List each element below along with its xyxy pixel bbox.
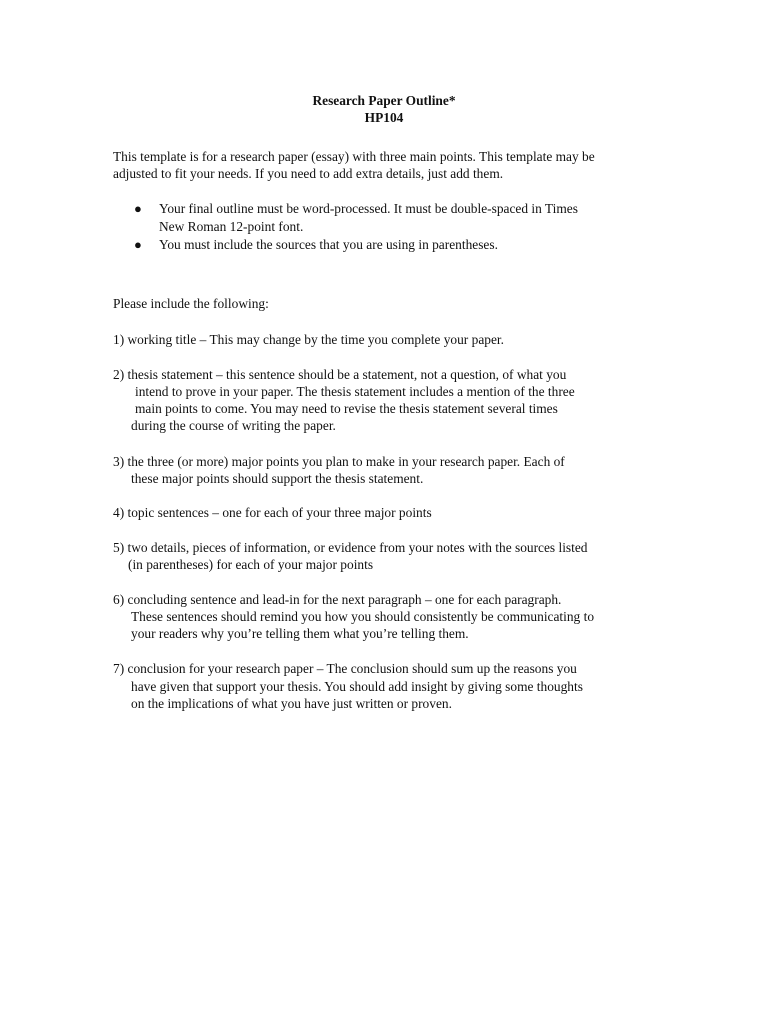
- list-item-line: 1) working title – This may change by the time you complete your paper.: [113, 332, 504, 347]
- bullet-line: Your final outline must be word-processed. It must be double-spaced in Times: [159, 201, 578, 216]
- list-item-line: have given that support your thesis. You should add insight by giving some thoughts: [131, 679, 583, 694]
- bullet-dot-icon: ●: [134, 201, 142, 216]
- intro-line: This template is for a research paper (essay) with three main points. This template may be: [113, 149, 595, 164]
- bullet-dot-icon: ●: [134, 237, 142, 252]
- list-item-line: 4) topic sentences – one for each of your three major points: [113, 505, 432, 520]
- list-item-line: 7) conclusion for your research paper – The conclusion should sum up the reasons you: [113, 661, 577, 676]
- list-item-line: on the implications of what you have just written or proven.: [131, 696, 452, 711]
- list-item-line: 3) the three (or more) major points you plan to make in your research paper. Each of: [113, 454, 565, 469]
- intro-line: adjusted to fit your needs. If you need to add extra details, just add them.: [113, 166, 504, 181]
- list-item-line: (in parentheses) for each of your major points: [128, 557, 374, 572]
- list-item-line: 5) two details, pieces of information, or evidence from your notes with the sources listed: [113, 540, 588, 555]
- list-item-line: 6) concluding sentence and lead-in for the next paragraph – one for each paragraph.: [113, 592, 562, 607]
- list-item-line: your readers why you’re telling them what you’re telling them.: [131, 626, 469, 641]
- lead-in-text: Please include the following:: [113, 296, 269, 311]
- list-item-line: 2) thesis statement – this sentence should be a statement, not a question, of what you: [113, 367, 567, 382]
- bullet-line: New Roman 12-point font.: [159, 219, 304, 234]
- list-item-line: these major points should support the thesis statement.: [131, 471, 424, 486]
- list-item-line: intend to prove in your paper. The thesis statement includes a mention of the three: [135, 384, 575, 399]
- list-item-line: main points to come. You may need to revise the thesis statement several times: [135, 401, 558, 416]
- list-item-line: These sentences should remind you how you should consistently be communicating to: [131, 609, 595, 624]
- course-code: HP104: [364, 110, 404, 125]
- bullet-line: You must include the sources that you are using in parentheses.: [159, 237, 498, 252]
- list-item-line: during the course of writing the paper.: [131, 418, 336, 433]
- document-title: Research Paper Outline*: [312, 93, 456, 108]
